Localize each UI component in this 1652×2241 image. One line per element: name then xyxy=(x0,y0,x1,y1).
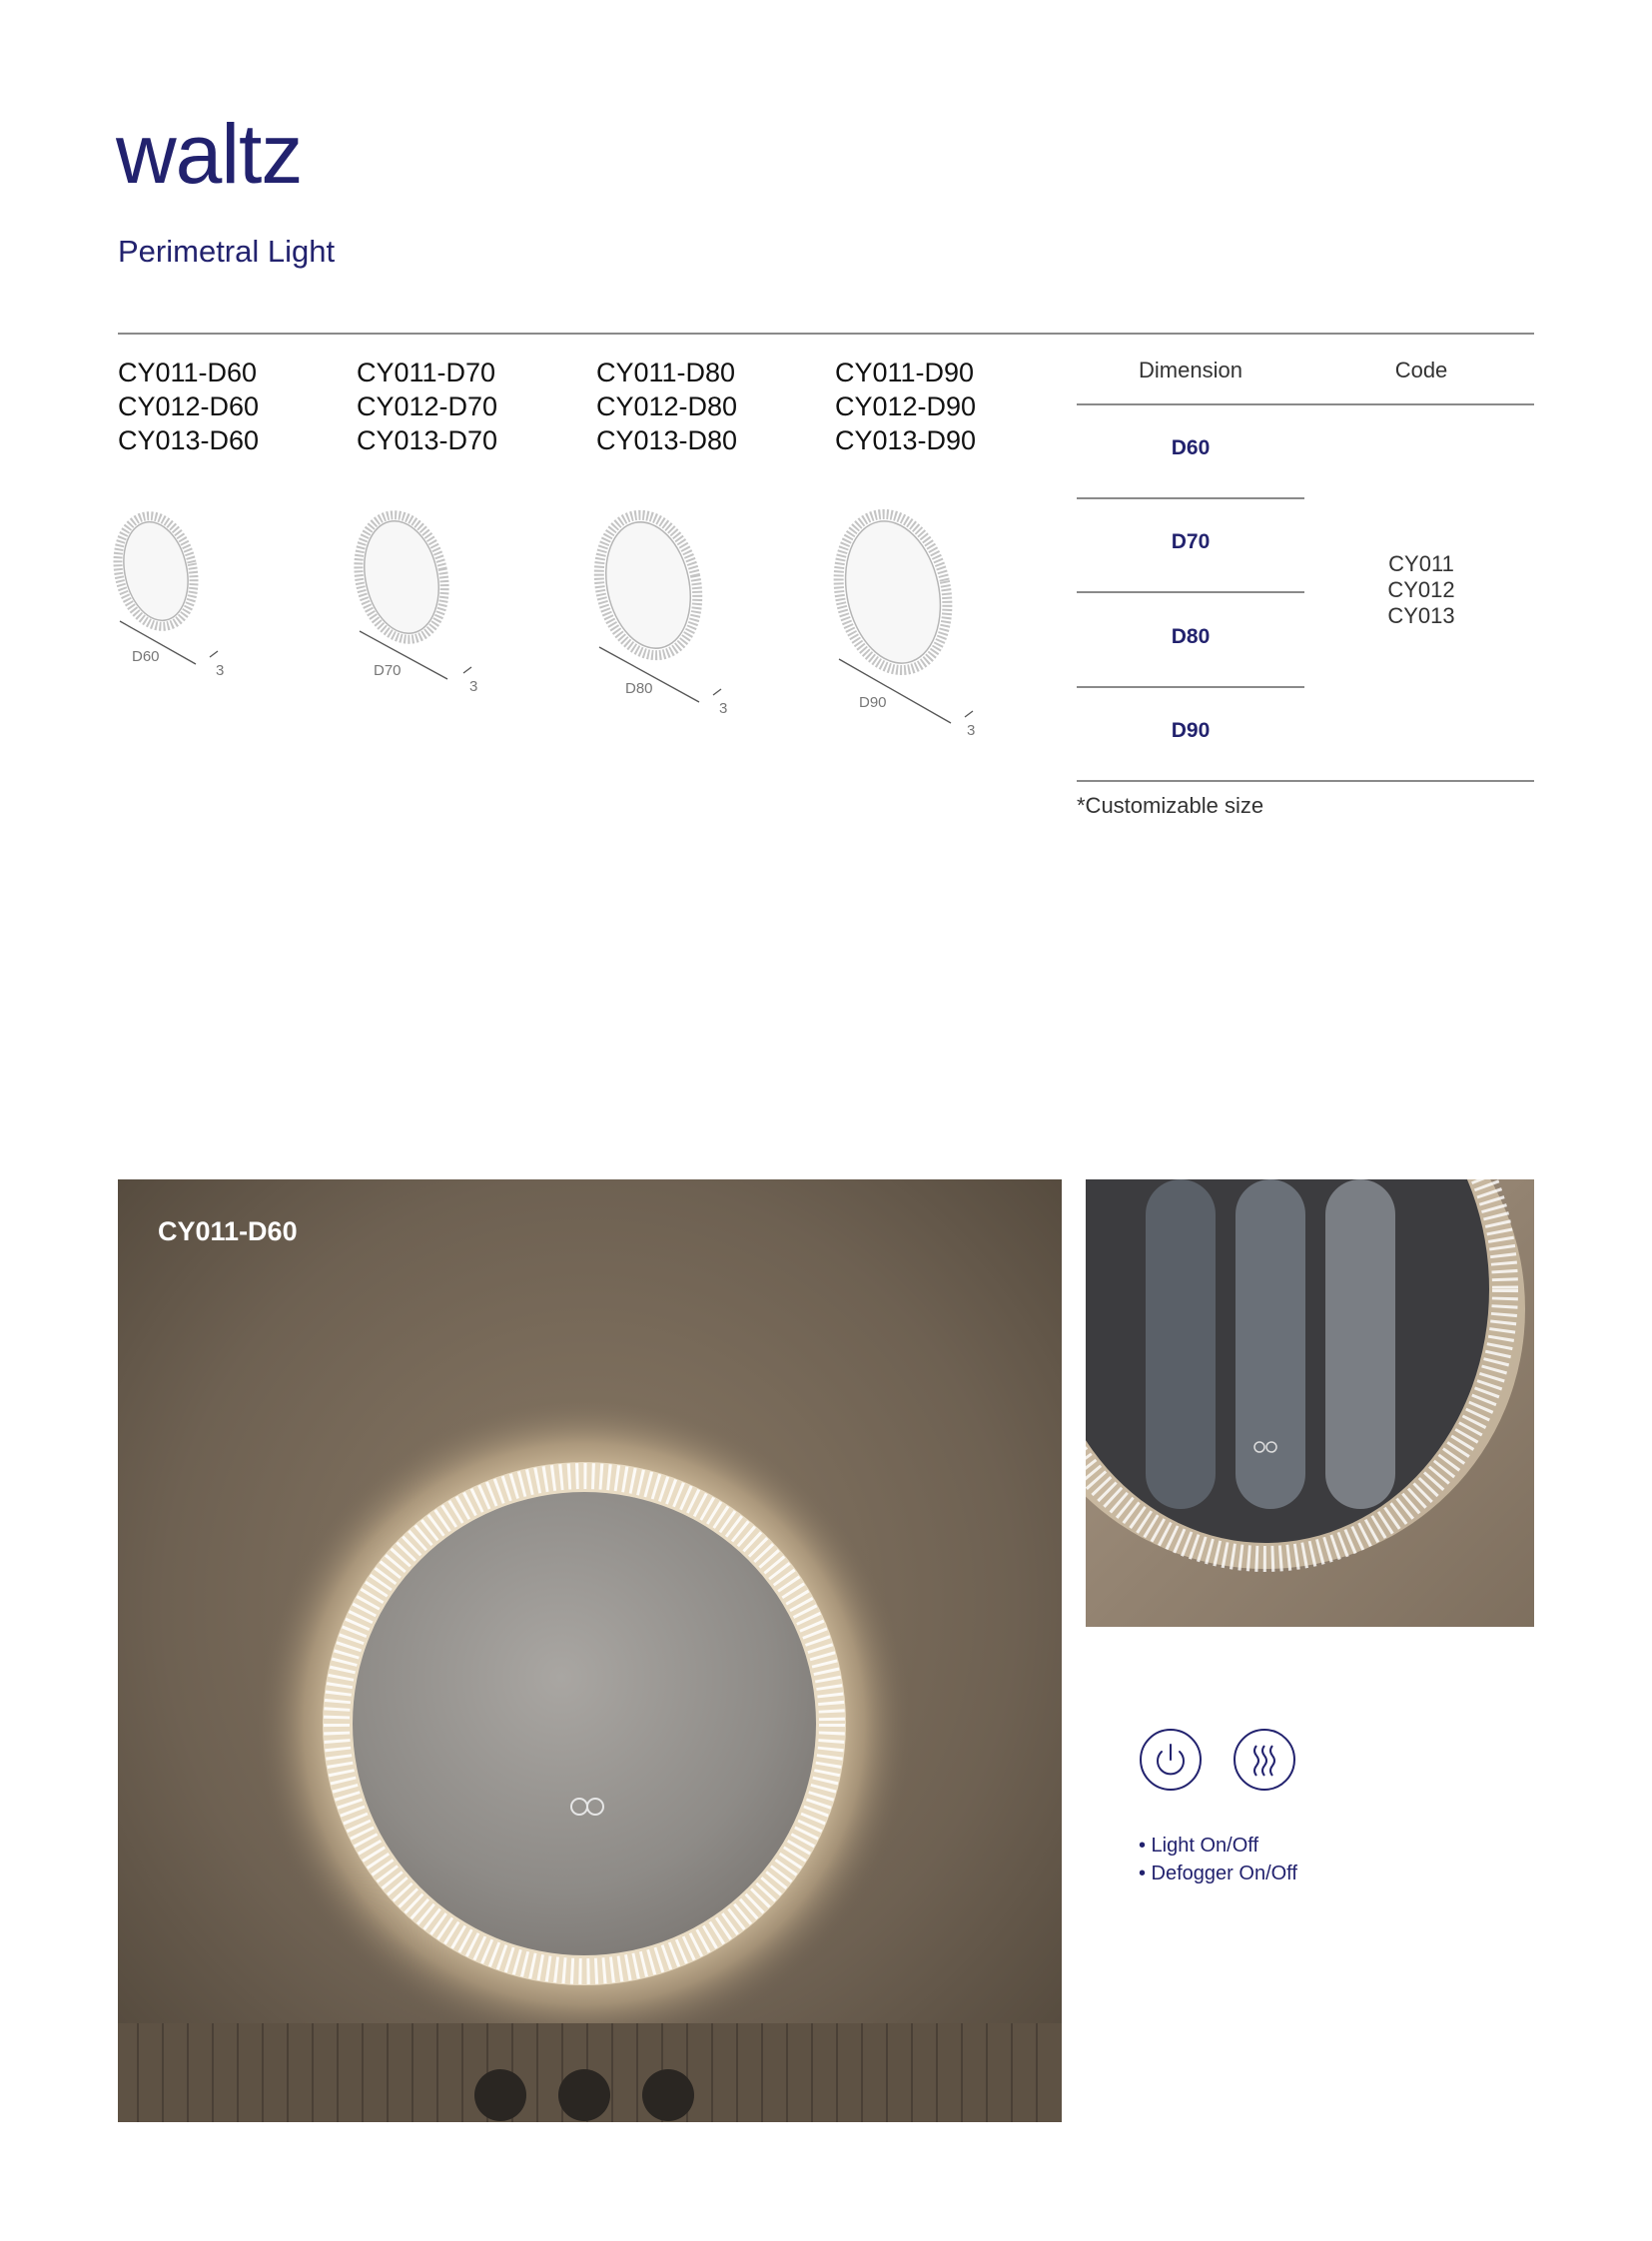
main-product-photo xyxy=(118,1179,1062,2122)
model-code: CY012-D90 xyxy=(835,391,977,421)
top-divider xyxy=(118,333,1534,335)
code-value: CY013 xyxy=(1387,603,1455,628)
model-column-d70 xyxy=(357,356,586,457)
page-title: waltz xyxy=(116,107,303,201)
model-code: CY013-D90 xyxy=(835,425,977,455)
model-code: CY011-D70 xyxy=(357,358,496,387)
table-header-divider xyxy=(1077,403,1534,405)
diagram-size-label: D60 xyxy=(132,648,160,665)
defogger-icon xyxy=(1233,1728,1296,1792)
dimension-cell: D70 xyxy=(1171,530,1211,553)
model-code: CY011-D80 xyxy=(596,358,736,387)
model-column-d60 xyxy=(118,356,348,457)
diagram-depth-label: 3 xyxy=(967,722,976,739)
model-code: CY011-D90 xyxy=(835,358,975,387)
feature-list xyxy=(1139,1832,1297,1887)
diagram-depth-label: 3 xyxy=(719,700,728,717)
model-code: CY012-D60 xyxy=(118,391,260,421)
code-value: CY012 xyxy=(1387,577,1455,602)
model-code: CY013-D80 xyxy=(596,425,738,455)
model-code: CY011-D60 xyxy=(118,358,258,387)
mirror-diagram-d90 xyxy=(831,509,1011,744)
model-code: CY012-D70 xyxy=(357,391,498,421)
dimension-cell: D60 xyxy=(1171,436,1211,459)
detail-product-photo xyxy=(1086,1179,1534,1627)
mirror-diagram-d70 xyxy=(352,509,501,704)
photo-model-label: CY011-D60 xyxy=(158,1216,298,1246)
diagram-size-label: D70 xyxy=(374,662,402,679)
model-code: CY012-D80 xyxy=(596,391,738,421)
dimension-cell: D90 xyxy=(1171,719,1211,742)
row-divider xyxy=(1077,591,1304,593)
model-column-d80 xyxy=(596,356,826,457)
diagram-size-label: D80 xyxy=(625,680,653,697)
diagram-size-label: D90 xyxy=(859,694,887,711)
model-column-d90 xyxy=(835,356,1065,457)
table-header-code: Code xyxy=(1394,358,1448,382)
mirror-diagram-d80 xyxy=(591,509,751,724)
table-header-dimension: Dimension xyxy=(1139,358,1242,382)
dimension-cell: D80 xyxy=(1171,625,1211,648)
feature-item-light: • Light On/Off xyxy=(1139,1835,1259,1857)
customizable-note: *Customizable size xyxy=(1077,793,1264,818)
row-divider xyxy=(1077,497,1304,499)
power-icon xyxy=(1139,1728,1203,1792)
diagram-depth-label: 3 xyxy=(216,662,225,679)
code-cell xyxy=(1308,551,1534,629)
diagram-depth-label: 3 xyxy=(469,678,478,695)
mirror-diagram-d60 xyxy=(112,509,242,684)
feature-item-defogger: • Defogger On/Off xyxy=(1139,1863,1297,1884)
model-code: CY013-D60 xyxy=(118,425,260,455)
code-value: CY011 xyxy=(1388,551,1454,576)
row-divider xyxy=(1077,686,1304,688)
model-code: CY013-D70 xyxy=(357,425,498,455)
page-subtitle: Perimetral Light xyxy=(118,234,336,269)
table-bottom-divider xyxy=(1077,780,1534,782)
